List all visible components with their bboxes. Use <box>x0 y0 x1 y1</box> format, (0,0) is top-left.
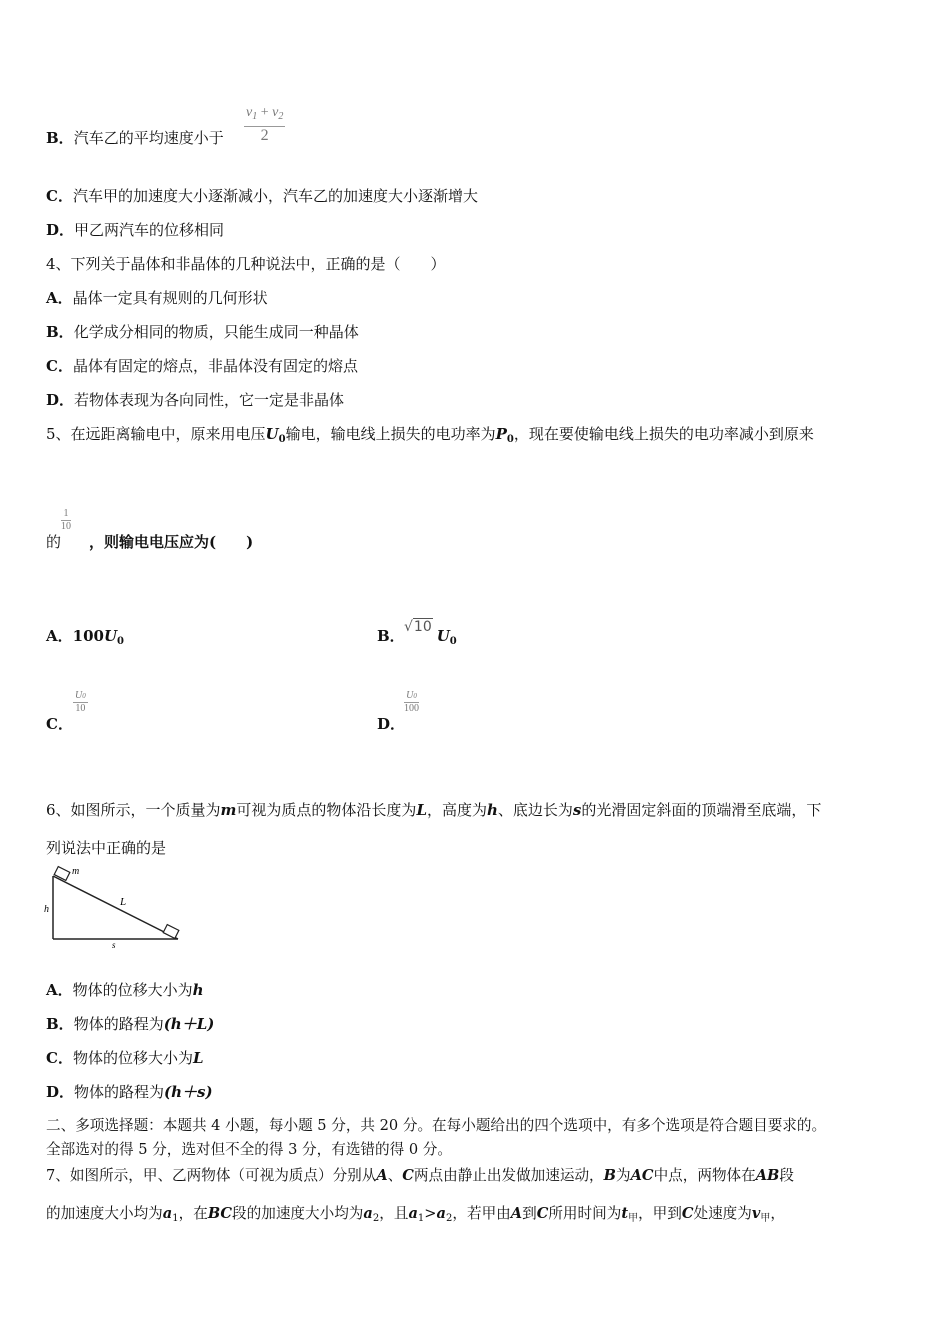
fig-label-m: m <box>72 866 80 877</box>
q6-option-c: C．物体的位移大小为L <box>46 1049 204 1067</box>
fig-label-L: L <box>120 896 127 908</box>
q5-option-d: D． <box>377 715 406 733</box>
q4-option-a: A．晶体一定具有规则的几何形状 <box>46 289 268 307</box>
fig-label-s: s <box>112 940 116 950</box>
q6-option-b: B．物体的路程为(h＋L) <box>46 1015 215 1033</box>
q5-fraction-one-tenth: $\frac{1}{10}$ <box>61 508 71 532</box>
fig-label-h: h <box>44 904 49 915</box>
q6-stem: 6、如图所示，一个质量为m可视为质点的物体沿长度为L，高度为h、底边长为s的光滑固定斜面的顶端滑至底端，下 <box>46 801 822 819</box>
incline-slope <box>53 876 178 939</box>
q4-stem: 4、下列关于晶体和非晶体的几种说法中，正确的是（ ） <box>46 255 446 273</box>
q7-stem-line2: 的加速度大小均为$a_1$，在BC段的加速度大小均为$a_2$，且$a_1>a_2$，若甲由A到C所用时间为$t_甲$，甲到C处速度为$v_甲$， <box>46 1205 785 1224</box>
q3-option-d <box>46 220 224 240</box>
option-text: 甲乙两汽车的位移相同 <box>74 221 225 239</box>
section2-instructions-line1: 二、多项选择题：本题共 4 小题，每小题 5 分，共 20 分。在每小题给出的四个选项中，有多个选项是符合题目要求的。 <box>46 1117 827 1134</box>
q5-stem: 5、在远距离输电中，原来用电压$U_0$输电，输电线上损失的电功率为$P_0$，现在要使输电线上损失的电功率减小到原来 <box>46 425 814 445</box>
q4-option-c: C．晶体有固定的熔点，非晶体没有固定的熔点 <box>46 357 358 375</box>
option-label: C． <box>46 187 73 205</box>
q5-option-a: A．$100U_0$ <box>46 627 125 647</box>
q5-option-d-fraction: $\frac{U0}{100}$ <box>404 690 419 714</box>
q3-option-b <box>46 128 224 148</box>
block-bottom <box>163 925 179 939</box>
option-text: 汽车甲的加速度大小逐渐减小，汽车乙的加速度大小逐渐增大 <box>72 187 478 205</box>
q6-option-a: A．物体的位移大小为h <box>46 981 204 999</box>
q5-stem-line2: 的 ，则输电电压应为( ) <box>46 533 254 551</box>
option-label: D． <box>46 221 75 239</box>
q3-option-b-fraction: $\frac{v_1 + v_2}{2}$ <box>246 105 284 144</box>
q4-option-b: B．化学成分相同的物质，只能生成同一种晶体 <box>46 323 359 341</box>
option-text: 汽车乙的平均速度小于 <box>73 129 224 147</box>
q5-option-b: B． $U_0$ <box>377 627 457 647</box>
q3-option-c <box>46 186 478 206</box>
section2-instructions-line2: 全部选对的得 5 分，选对但不全的得 3 分，有选错的得 0 分。 <box>46 1141 452 1158</box>
q6-stem-line2: 列说法中正确的是 <box>46 839 167 857</box>
q7-stem-line1: 7、如图所示，甲、乙两物体（可视为质点）分别从A、C两点由静止出发做加速运动，B为AC中点，两物体在AB段 <box>46 1167 795 1184</box>
q4-option-d: D．若物体表现为各向同性，它一定是非晶体 <box>46 391 345 409</box>
q6-incline-figure <box>40 862 185 950</box>
q5-option-c-fraction: $\frac{U0}{10}$ <box>75 690 86 714</box>
q6-option-d: D．物体的路程为(h＋s) <box>46 1083 213 1101</box>
q5-option-c: C． <box>46 715 73 733</box>
q5-option-b-sqrt: √10 <box>404 619 432 635</box>
option-label: B． <box>46 129 74 147</box>
